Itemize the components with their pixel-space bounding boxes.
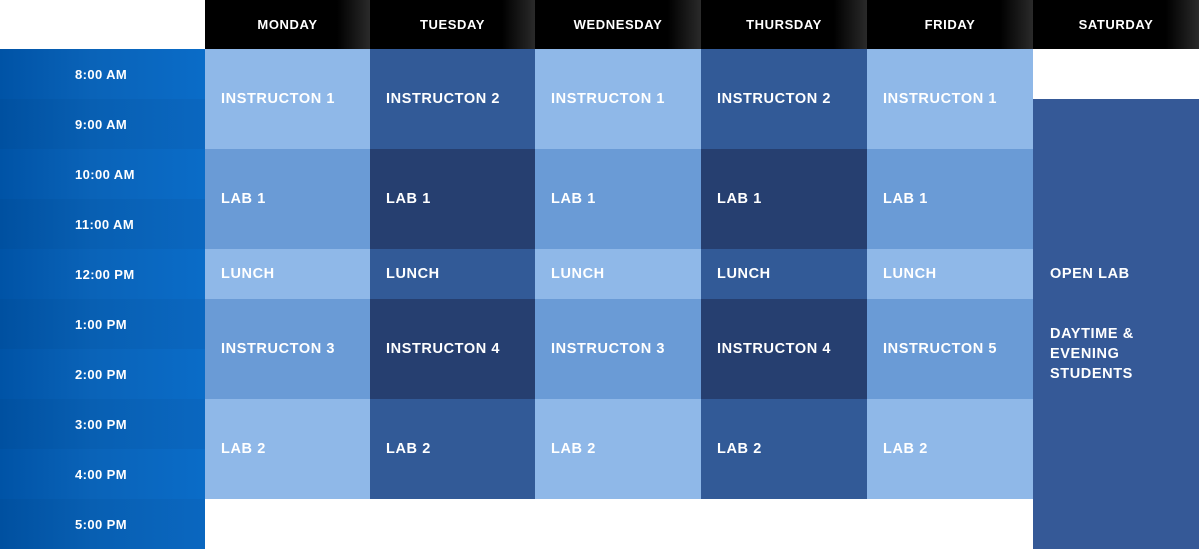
event-block-tuesday-lunch[interactable] [370, 249, 535, 299]
time-label: 11:00 AM [75, 216, 135, 232]
event-label: INSTRUCTON 2 [386, 91, 501, 107]
time-label: 9:00 AM [75, 116, 128, 132]
time-label: 10:00 AM [75, 166, 135, 182]
time-slot [0, 449, 205, 499]
event-block-monday-lab[interactable] [205, 149, 370, 249]
header-thursday [701, 0, 867, 49]
event-label: LUNCH [221, 266, 275, 282]
event-label: INSTRUCTON 4 [386, 341, 501, 357]
event-block-thursday-lab[interactable] [701, 399, 867, 499]
event-label: INSTRUCTON 3 [551, 341, 666, 357]
event-label: LAB 1 [551, 191, 596, 207]
event-block-thursday-lab[interactable] [701, 149, 867, 249]
event-label: LUNCH [386, 266, 440, 282]
event-block-friday-lunch[interactable] [867, 249, 1033, 299]
event-label: INSTRUCTON 1 [883, 91, 998, 107]
event-block-monday-instruction[interactable] [205, 299, 370, 399]
event-label: INSTRUCTON 2 [717, 91, 832, 107]
time-slot [0, 349, 205, 399]
event-label: LUNCH [717, 266, 771, 282]
event-label: OPEN LAB [1050, 266, 1130, 282]
header-saturday [1033, 0, 1199, 49]
event-block-thursday-instruction[interactable] [701, 299, 867, 399]
event-label: LAB 2 [551, 441, 596, 457]
day-label: THURSDAY [746, 17, 822, 32]
event-block-friday-lab[interactable] [867, 399, 1033, 499]
event-label: INSTRUCTON 5 [883, 341, 998, 357]
event-block-wednesday-lab[interactable] [535, 149, 701, 249]
event-label: LUNCH [551, 266, 605, 282]
event-block-monday-lunch[interactable] [205, 249, 370, 299]
event-note-line: STUDENTS [1050, 366, 1133, 382]
day-label: FRIDAY [924, 17, 976, 32]
time-label: 5:00 PM [75, 516, 127, 532]
time-slot [0, 399, 205, 449]
event-block-thursday-lunch[interactable] [701, 249, 867, 299]
event-block-friday-instruction[interactable] [867, 49, 1033, 149]
event-label: LAB 1 [717, 191, 762, 207]
time-slot [0, 99, 205, 149]
time-slot [0, 499, 205, 549]
day-label: MONDAY [257, 17, 318, 32]
day-label: WEDNESDAY [573, 17, 663, 32]
event-block-monday-lab[interactable] [205, 399, 370, 499]
header-monday [205, 0, 370, 49]
event-block-wednesday-lunch[interactable] [535, 249, 701, 299]
event-label: LAB 2 [717, 441, 762, 457]
time-slot [0, 299, 205, 349]
event-label: LAB 1 [386, 191, 431, 207]
time-slot [0, 249, 205, 299]
event-block-friday-lab[interactable] [867, 149, 1033, 249]
event-block-tuesday-lab[interactable] [370, 399, 535, 499]
event-note-line: EVENING [1050, 346, 1120, 362]
event-block-friday-instruction[interactable] [867, 299, 1033, 399]
event-label: LUNCH [883, 266, 937, 282]
event-label: INSTRUCTON 1 [551, 91, 666, 107]
header-friday [867, 0, 1033, 49]
time-label: 1:00 PM [75, 316, 127, 332]
event-note-line: DAYTIME & [1050, 326, 1134, 342]
event-block-wednesday-instruction[interactable] [535, 49, 701, 149]
event-block-tuesday-instruction[interactable] [370, 49, 535, 149]
header-wednesday [535, 0, 701, 49]
event-block-monday-instruction[interactable] [205, 49, 370, 149]
event-block-tuesday-lab[interactable] [370, 149, 535, 249]
time-label: 3:00 PM [75, 416, 127, 432]
time-slot [0, 149, 205, 199]
event-label: LAB 2 [883, 441, 928, 457]
time-label: 2:00 PM [75, 366, 127, 382]
time-label: 12:00 PM [75, 266, 135, 282]
event-label: LAB 1 [221, 191, 266, 207]
event-label: INSTRUCTON 3 [221, 341, 336, 357]
event-label: INSTRUCTON 1 [221, 91, 336, 107]
event-label: LAB 1 [883, 191, 928, 207]
event-label: LAB 2 [386, 441, 431, 457]
time-label: 4:00 PM [75, 466, 127, 482]
event-label: INSTRUCTON 4 [717, 341, 832, 357]
event-block-thursday-instruction[interactable] [701, 49, 867, 149]
day-label: TUESDAY [419, 17, 486, 32]
time-slot [0, 49, 205, 99]
header-tuesday [370, 0, 535, 49]
event-block-tuesday-instruction[interactable] [370, 299, 535, 399]
event-label: LAB 2 [221, 441, 266, 457]
day-label: SATURDAY [1078, 17, 1154, 32]
event-block-wednesday-instruction[interactable] [535, 299, 701, 399]
time-slot [0, 199, 205, 249]
time-label: 8:00 AM [75, 66, 128, 82]
event-block-wednesday-lab[interactable] [535, 399, 701, 499]
